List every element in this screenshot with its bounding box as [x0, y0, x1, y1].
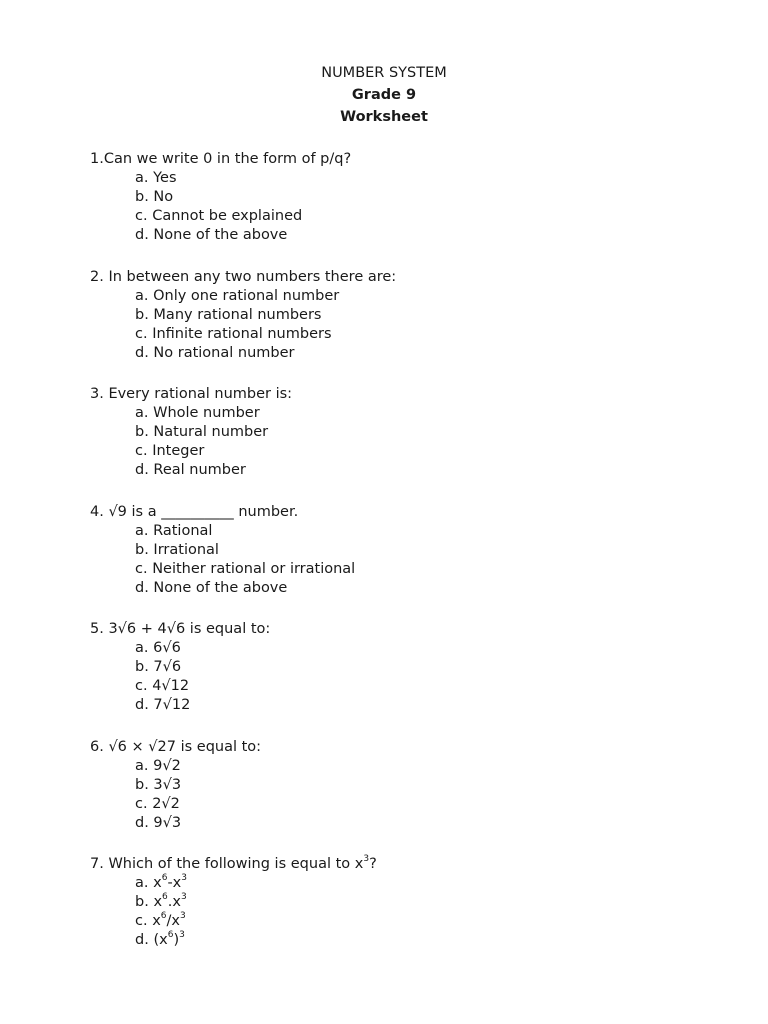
question-5 — [90, 620, 730, 715]
base: x — [152, 913, 161, 929]
option-a: a. Only one rational number — [135, 287, 340, 304]
question-3 — [90, 385, 730, 480]
option-label: d. — [135, 932, 154, 948]
option-b: b. Irrational — [135, 541, 219, 558]
worksheet-title: NUMBER SYSTEM — [321, 65, 447, 81]
option-b: b. No — [135, 189, 174, 205]
option-c — [135, 912, 730, 931]
option-c: c. 4√12 — [135, 678, 190, 694]
option-b: b. Natural number — [135, 424, 269, 440]
option-b: b. Many rational numbers — [135, 306, 322, 323]
question-text: 5. 3√6 + 4√6 is equal to: — [90, 621, 271, 637]
question-text: 3. Every rational number is: — [90, 386, 293, 402]
exponent: 3 — [180, 892, 187, 903]
option-list — [90, 639, 730, 715]
option-c: c. 2√2 — [135, 795, 180, 812]
exponent: 3 — [363, 854, 370, 865]
question-text-prefix: 7. Which of the following is equal to x — [90, 856, 364, 872]
option-label: b. — [135, 894, 154, 910]
open-paren: ( — [153, 932, 160, 948]
option-d: d. None of the above — [135, 227, 288, 243]
operator: . — [167, 894, 173, 910]
base: x — [153, 875, 162, 891]
question-7 — [90, 855, 730, 950]
exponent: 6 — [162, 892, 168, 903]
option-label: a. — [135, 875, 154, 891]
worksheet-header — [0, 62, 768, 128]
operator: - — [167, 875, 173, 891]
base: x — [153, 894, 163, 910]
question-text — [90, 855, 730, 874]
option-d — [135, 931, 730, 950]
worksheet-grade: Grade 9 — [351, 87, 417, 103]
close-paren: ) — [173, 932, 180, 948]
base: x — [172, 894, 181, 910]
option-b: b. 3√3 — [135, 776, 182, 793]
option-a — [135, 874, 730, 893]
option-b — [135, 893, 730, 912]
question-text: 1.Can we write 0 in the form of p/q? — [90, 151, 352, 167]
base: x — [172, 875, 182, 891]
option-b: b. 7√6 — [135, 659, 182, 675]
worksheet-subtitle: Worksheet — [340, 109, 428, 125]
option-d: d. Real number — [135, 462, 246, 478]
exponent: 6 — [160, 911, 167, 922]
question-text: 2. In between any two numbers there are: — [90, 268, 397, 285]
question-text: 6. √6 × √27 is equal to: — [90, 738, 262, 755]
option-d: d. 7√12 — [135, 697, 191, 713]
exponent: 3 — [181, 873, 187, 884]
base: x — [171, 913, 181, 929]
exponent: 6 — [167, 930, 174, 941]
base: x — [159, 932, 168, 948]
option-c: c. Integer — [135, 443, 205, 459]
option-c: c. Cannot be explained — [135, 208, 303, 224]
operator: / — [166, 913, 172, 929]
option-a: a. Whole number — [135, 405, 260, 421]
option-a: a. 6√6 — [135, 640, 181, 656]
option-d: d. None of the above — [135, 579, 288, 596]
option-d: d. 9√3 — [135, 814, 182, 831]
option-label: c. — [135, 913, 153, 929]
question-list — [90, 150, 730, 973]
option-a: a. Rational — [135, 522, 213, 539]
question-2 — [90, 268, 730, 363]
option-list — [90, 874, 730, 950]
option-list — [90, 404, 730, 480]
question-4 — [90, 503, 730, 598]
option-a: a. Yes — [135, 170, 177, 186]
option-c: c. Neither rational or irrational — [135, 560, 356, 577]
option-list — [90, 522, 730, 598]
option-d: d. No rational number — [135, 344, 295, 361]
question-6 — [90, 738, 730, 833]
option-c: c. Infinite rational numbers — [135, 325, 332, 342]
question-text-suffix: ? — [369, 856, 377, 872]
exponent: 3 — [179, 930, 185, 941]
option-list — [90, 757, 730, 833]
question-1 — [90, 150, 730, 245]
option-list — [90, 287, 730, 363]
exponent: 6 — [161, 873, 168, 884]
exponent: 3 — [180, 911, 186, 922]
question-text: 4. √9 is a __________ number. — [90, 503, 299, 520]
option-list — [90, 169, 730, 245]
option-a: a. 9√2 — [135, 757, 181, 774]
